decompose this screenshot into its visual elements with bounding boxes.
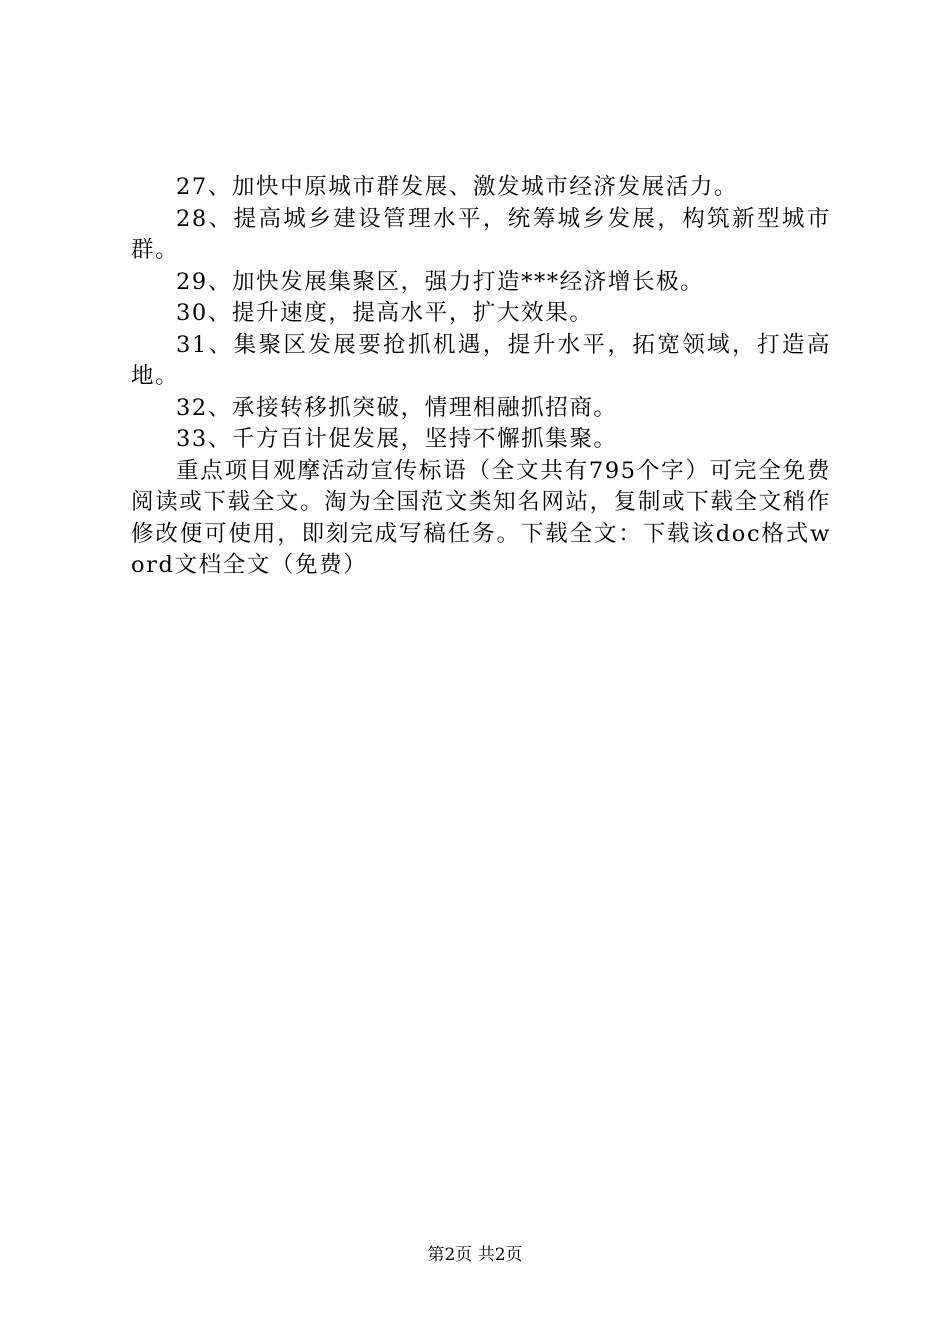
paragraph-30: 30、提升速度，提高水平，扩大效果。 [176,300,594,326]
paragraph-32: 32、承接转移抓突破，情理相融抓招商。 [176,394,618,421]
paragraph-33: 33、千方百计促发展，坚持不懈抓集聚。 [176,426,618,452]
paragraph-31: 31、集聚区发展要抢抓机遇，提升水平，拓宽领域，打造高地。 [131,331,831,389]
paragraph-28: 28、提高城乡建设管理水平，统筹城乡发展，构筑新型城市群。 [131,205,831,263]
paragraph-27: 27、加快中原城市群发展、激发城市经济发展活力。 [176,174,739,200]
page-number-footer: 第2页 共2页 [427,1245,523,1265]
document-body [131,172,831,582]
paragraph-29: 29、加快发展集聚区，强力打造***经济增长极。 [176,268,705,295]
download-notice-paragraph: 重点项目观摩活动宣传标语（全文共有795个字）可完全免费阅读或下载全文。淘为全国范文类知名网站，复制或下载全文稍作修改便可使用，即刻完成写稿任务。下载全文：下载该doc格式word文档全文（免费） [131,457,831,578]
